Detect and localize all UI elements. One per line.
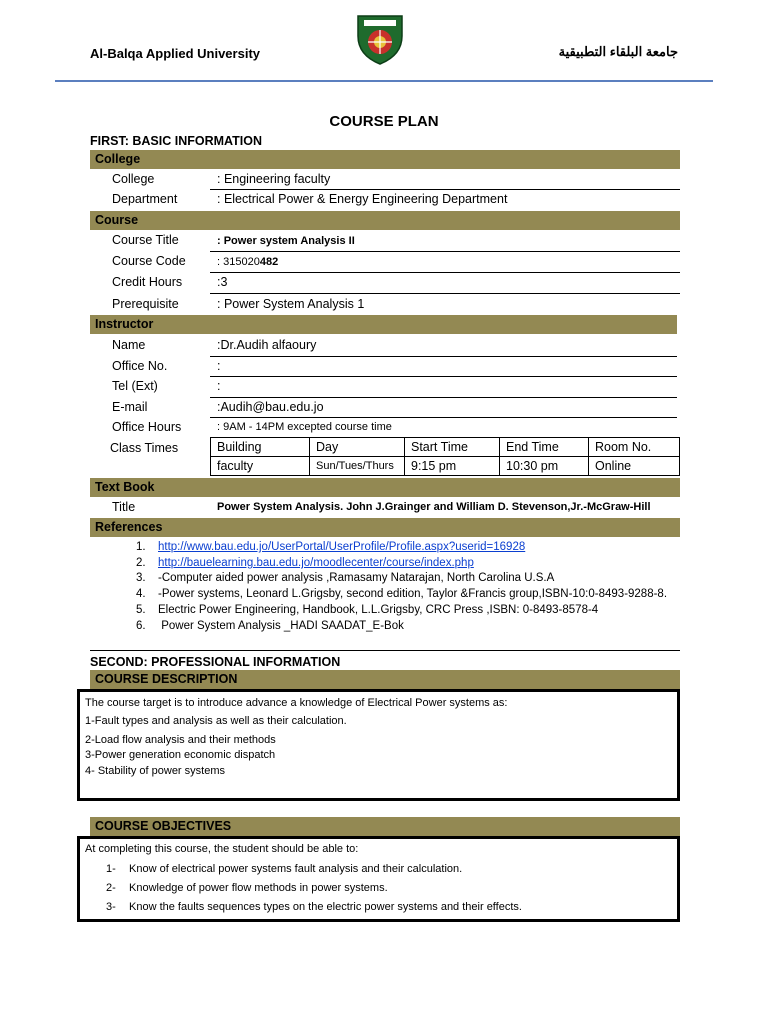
- band-course: [90, 211, 680, 230]
- reference-number: 4.: [136, 588, 146, 600]
- class-times-row: [211, 457, 680, 476]
- class-times-table: [210, 437, 680, 476]
- band-course-description: [90, 670, 680, 689]
- course-code-suffix: 482: [259, 256, 279, 268]
- rule: [210, 417, 677, 418]
- band-college-label: College: [95, 152, 141, 166]
- department-value: : Electrical Power & Energy Engineering Department: [217, 192, 508, 206]
- band-course-objectives-label: COURSE OBJECTIVES: [95, 819, 232, 833]
- email-value: :Audih@bau.edu.jo: [217, 400, 324, 414]
- reference-number: 1.: [136, 541, 146, 553]
- description-line: The course target is to introduce advance a knowledge of Electrical Power systems as:: [85, 697, 508, 709]
- university-logo-icon: [352, 12, 408, 66]
- university-name-english: Al-Balqa Applied University: [90, 46, 260, 61]
- office-number-value: :: [217, 359, 221, 373]
- reference-item: [136, 620, 404, 632]
- course-title-label: Course Title: [112, 233, 179, 247]
- email-label: E-mail: [112, 400, 148, 414]
- objective-number: 2-: [106, 882, 116, 894]
- reference-text: -Computer aided power analysis ,Ramasamy Natarajan, North Carolina U.S.A: [158, 572, 555, 584]
- header-end-time: End Time: [500, 438, 589, 457]
- header-building: Building: [211, 438, 310, 457]
- objective-number: 3-: [106, 901, 116, 913]
- header-start-time: Start Time: [405, 438, 500, 457]
- rule: [210, 397, 677, 398]
- rule: [210, 293, 680, 294]
- textbook-title-value: Power System Analysis. John J.Grainger and William D. Stevenson,Jr.-McGraw-Hill: [217, 501, 651, 513]
- tel-ext-label: Tel (Ext): [112, 379, 158, 393]
- band-instructor-label: Instructor: [95, 317, 154, 331]
- reference-number: 6.: [136, 620, 146, 632]
- prerequisite-value: : Power System Analysis 1: [217, 297, 365, 311]
- band-references-label: References: [95, 520, 163, 534]
- header-divider: [55, 80, 713, 82]
- rule: [210, 251, 680, 252]
- class-times-header-row: [211, 438, 680, 457]
- objectives-intro: At completing this course, the student should be able to:: [85, 843, 359, 855]
- rule: [210, 272, 680, 273]
- course-code-prefix: : 315020: [217, 256, 260, 268]
- objective-text: Knowledge of power flow methods in power systems.: [129, 882, 388, 894]
- rule: [210, 356, 677, 357]
- band-text-book-label: Text Book: [95, 480, 155, 494]
- college-value: : Engineering faculty: [217, 172, 331, 186]
- band-college: [90, 150, 680, 169]
- instructor-name-label: Name: [112, 338, 146, 352]
- reference-item: [136, 588, 667, 600]
- course-title-value: : Power system Analysis II: [217, 235, 355, 247]
- rule: [210, 376, 677, 377]
- objective-text: Know the faults sequences types on the electric power systems and their effects.: [129, 901, 522, 913]
- description-line: 4- Stability of power systems: [85, 765, 225, 777]
- description-line: 2-Load flow analysis and their methods: [85, 734, 276, 746]
- reference-item: [136, 572, 554, 584]
- description-line: 3-Power generation economic dispatch: [85, 749, 276, 761]
- band-course-description-label: COURSE DESCRIPTION: [95, 672, 238, 686]
- rule: [210, 189, 680, 190]
- objective-text: Know of electrical power systems fault analysis and their calculation.: [129, 863, 463, 875]
- band-course-label: Course: [95, 213, 139, 227]
- office-hours-value: : 9AM - 14PM excepted course time: [217, 421, 392, 433]
- reference-item[interactable]: [136, 541, 525, 553]
- reference-item[interactable]: [136, 557, 474, 569]
- cell-room-number: Online: [589, 457, 680, 476]
- section-basic-information: FIRST: BASIC INFORMATION: [90, 134, 262, 148]
- references-bottom-rule: [90, 650, 680, 651]
- cell-start-time: 9:15 pm: [405, 457, 500, 476]
- reference-number: 2.: [136, 557, 146, 569]
- reference-link[interactable]: http://bauelearning.bau.edu.jo/moodlecenter/course/index.php: [158, 557, 474, 569]
- tel-ext-value: :: [217, 379, 221, 393]
- header-room-number: Room No.: [589, 438, 680, 457]
- cell-building: faculty: [211, 457, 310, 476]
- reference-number: 5.: [136, 604, 146, 616]
- course-code-value: [217, 256, 278, 268]
- class-times-label: Class Times: [110, 441, 179, 455]
- college-label: College: [112, 172, 155, 186]
- document-title: COURSE PLAN: [329, 113, 439, 130]
- textbook-title-label: Title: [112, 500, 136, 514]
- band-text-book: [90, 478, 680, 497]
- band-course-objectives: [90, 817, 680, 836]
- reference-number: 3.: [136, 572, 146, 584]
- reference-text: Power System Analysis _HADI SAADAT_E-Bok: [158, 620, 404, 632]
- reference-item: [136, 604, 598, 616]
- reference-link[interactable]: http://www.bau.edu.jo/UserPortal/UserProfile/Profile.aspx?userid=16928: [158, 541, 526, 553]
- office-hours-label: Office Hours: [112, 420, 182, 434]
- section-professional-information: SECOND: PROFESSIONAL INFORMATION: [90, 655, 341, 669]
- description-line: 1-Fault types and analysis as well as their calculation.: [85, 715, 347, 727]
- credit-hours-label: Credit Hours: [112, 275, 183, 289]
- objective-number: 1-: [106, 863, 116, 875]
- band-references: [90, 518, 680, 537]
- instructor-name-value: :Dr.Audih alfaoury: [217, 338, 317, 352]
- credit-hours-value: :3: [217, 275, 228, 289]
- cell-day: Sun/Tues/Thurs: [310, 457, 405, 476]
- course-description-box: [77, 689, 680, 801]
- reference-text: -Power systems, Leonard L.Grigsby, second edition, Taylor &Francis group,ISBN-10:0-8493-9288-8.: [158, 588, 668, 600]
- band-instructor: [90, 315, 677, 334]
- reference-text: Electric Power Engineering, Handbook, L.L.Grigsby, CRC Press ,ISBN: 0-8493-8578-4: [158, 604, 599, 616]
- course-objectives-box: [77, 836, 680, 922]
- cell-end-time: 10:30 pm: [500, 457, 589, 476]
- header-day: Day: [310, 438, 405, 457]
- university-name-arabic: جامعة البلقاء التطبيقية: [558, 44, 678, 59]
- department-label: Department: [112, 192, 178, 206]
- office-number-label: Office No.: [112, 359, 168, 373]
- prerequisite-label: Prerequisite: [112, 297, 179, 311]
- course-code-label: Course Code: [112, 254, 186, 268]
